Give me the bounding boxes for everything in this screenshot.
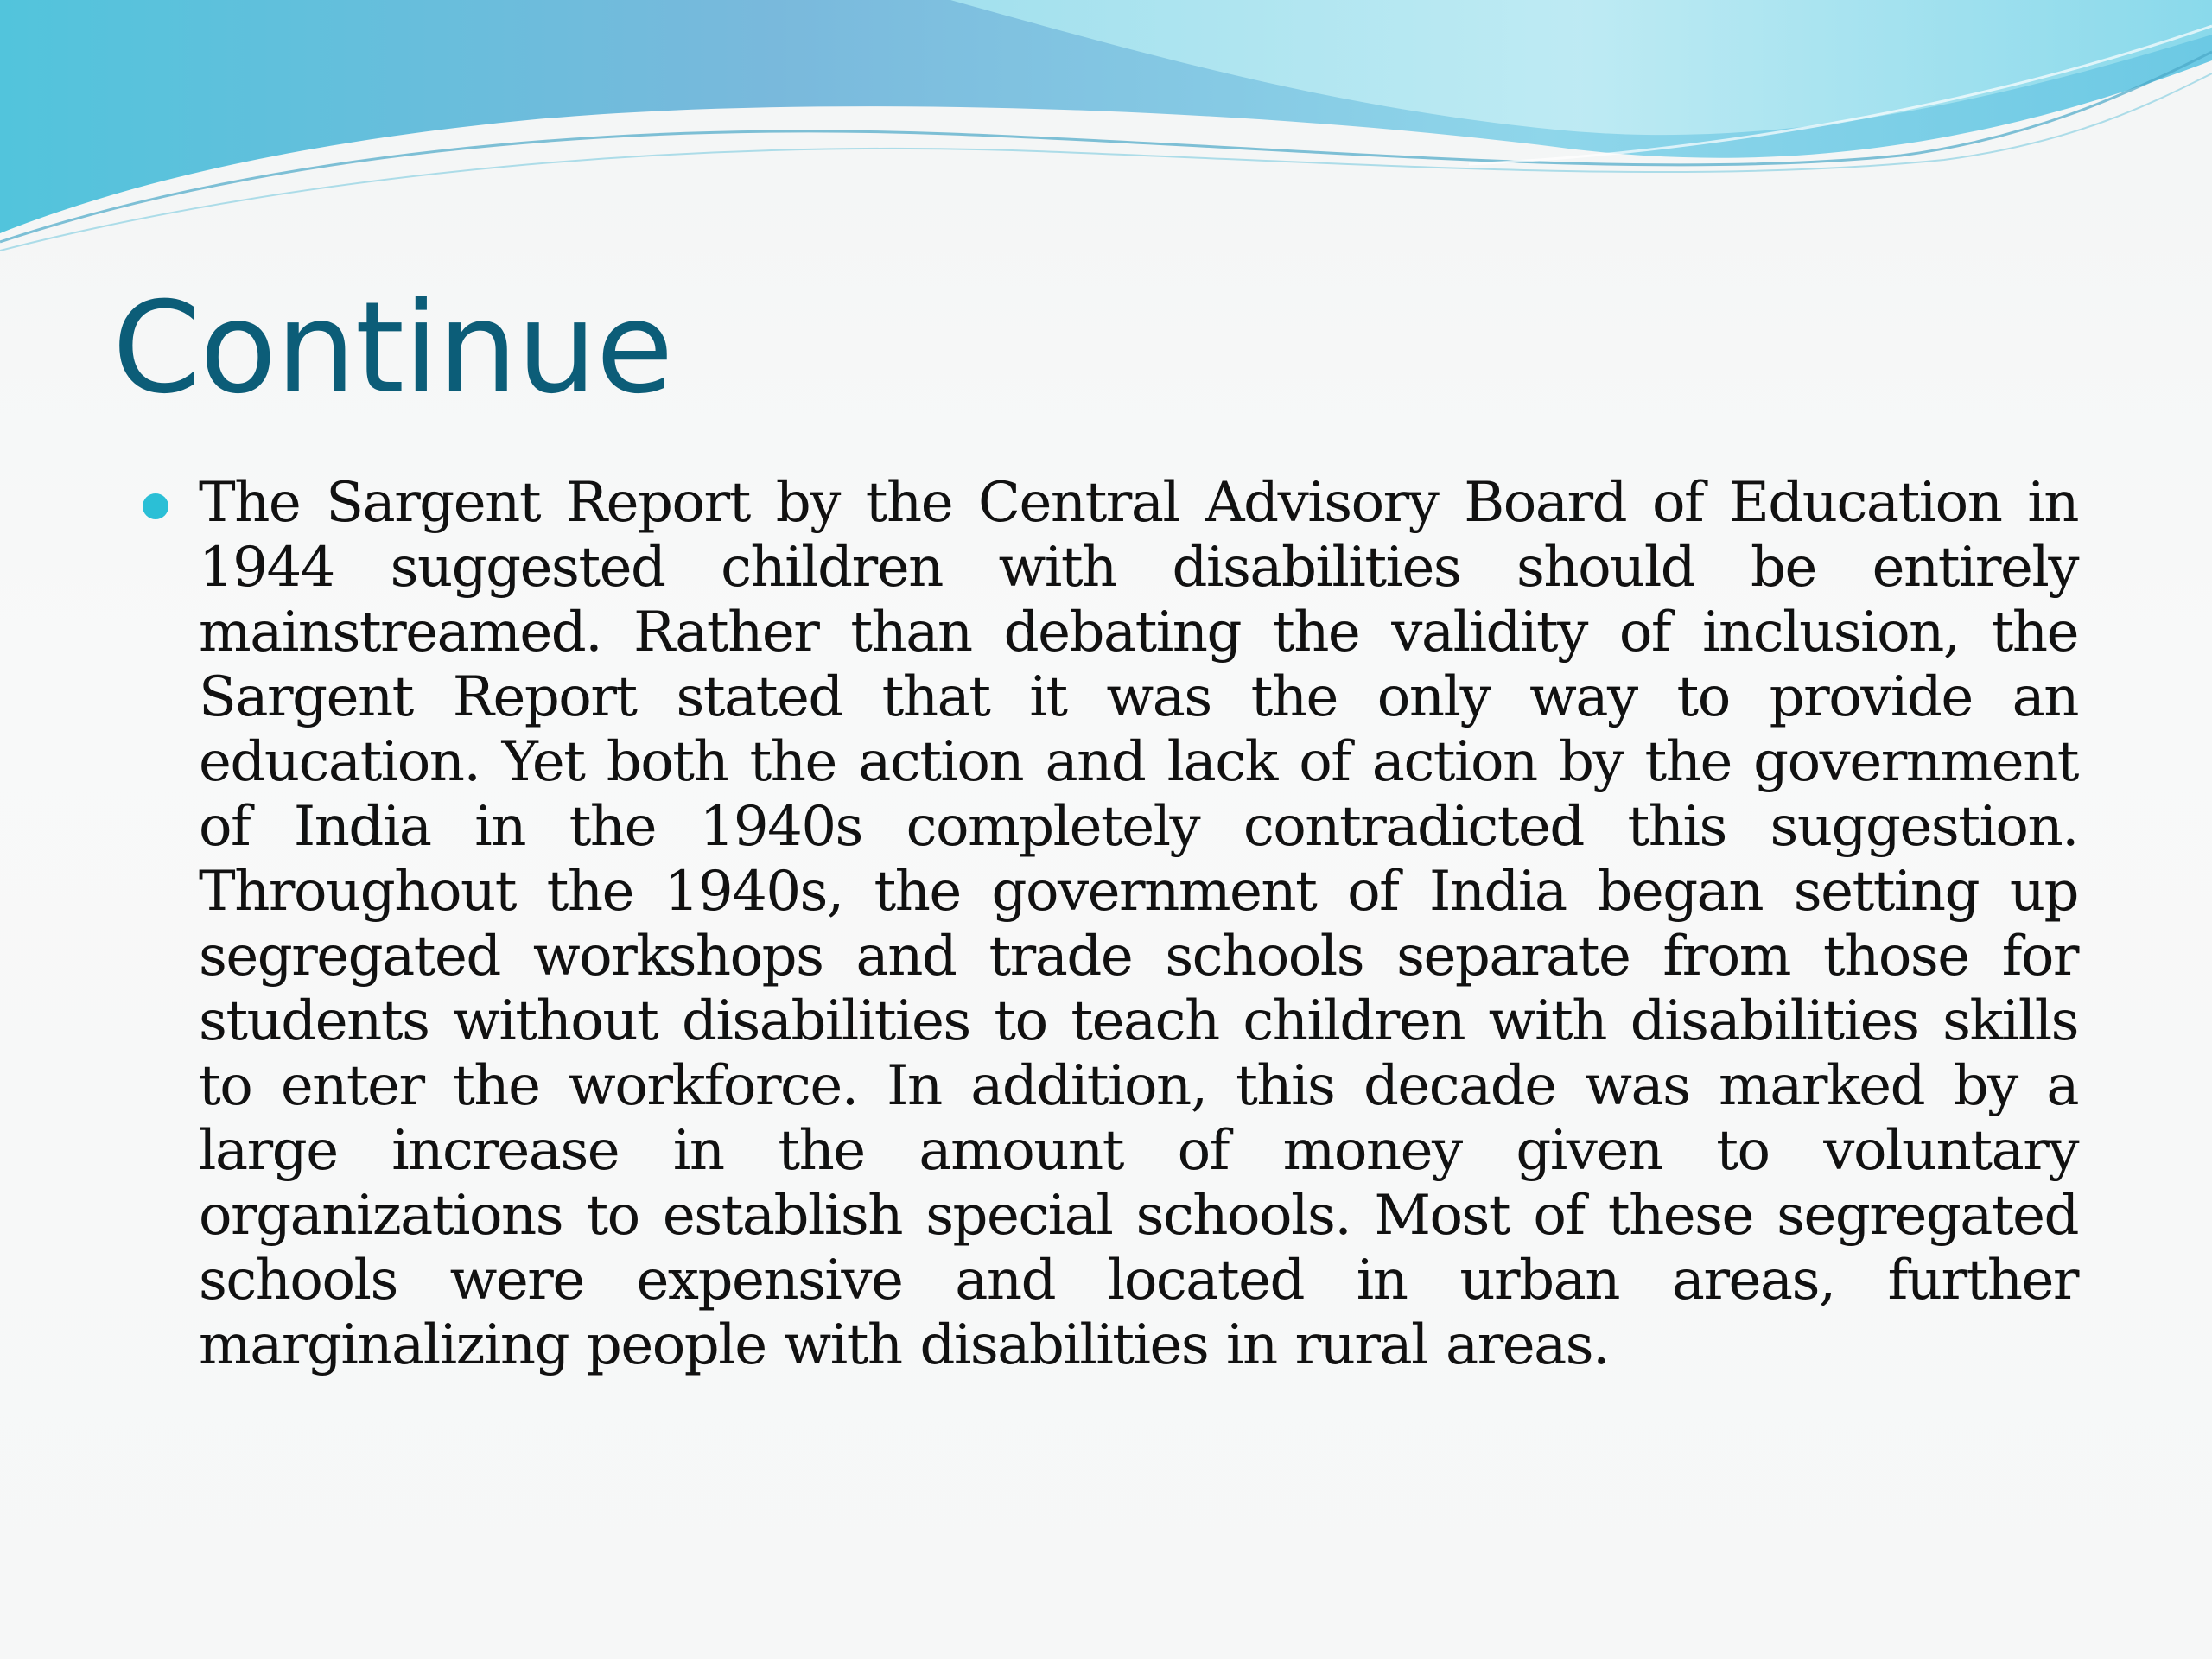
content-body — [134, 471, 2078, 1378]
slide-title: Continue — [112, 275, 673, 422]
bullet-item — [134, 471, 2078, 1378]
bullet-dot-icon — [143, 493, 168, 519]
wave-header-decoration — [0, 0, 2212, 276]
bullet-text: The Sargent Report by the Central Advisory Board of Education in 1944 suggested children with disabilities should be entirely mainstreamed. Rather than debating the validity of inclusion, the Sargent Report stated that it was the only way to provide an education. Yet both the action and lack of action by the government of India in the 1940s completely contradicted this suggestion. Throughout the 1940s, the government of India began setting up segregated workshops and trade schools separate from those for students without disabilities to teach children with disabilities skills to enter the workforce. In addition, this decade was marked by a large increase in the amount of money given to voluntary organizations to establish special schools. Most of these segregated schools were expensive and located in urban areas, further marginalizing people with disabilities in rural areas. — [199, 471, 2078, 1377]
